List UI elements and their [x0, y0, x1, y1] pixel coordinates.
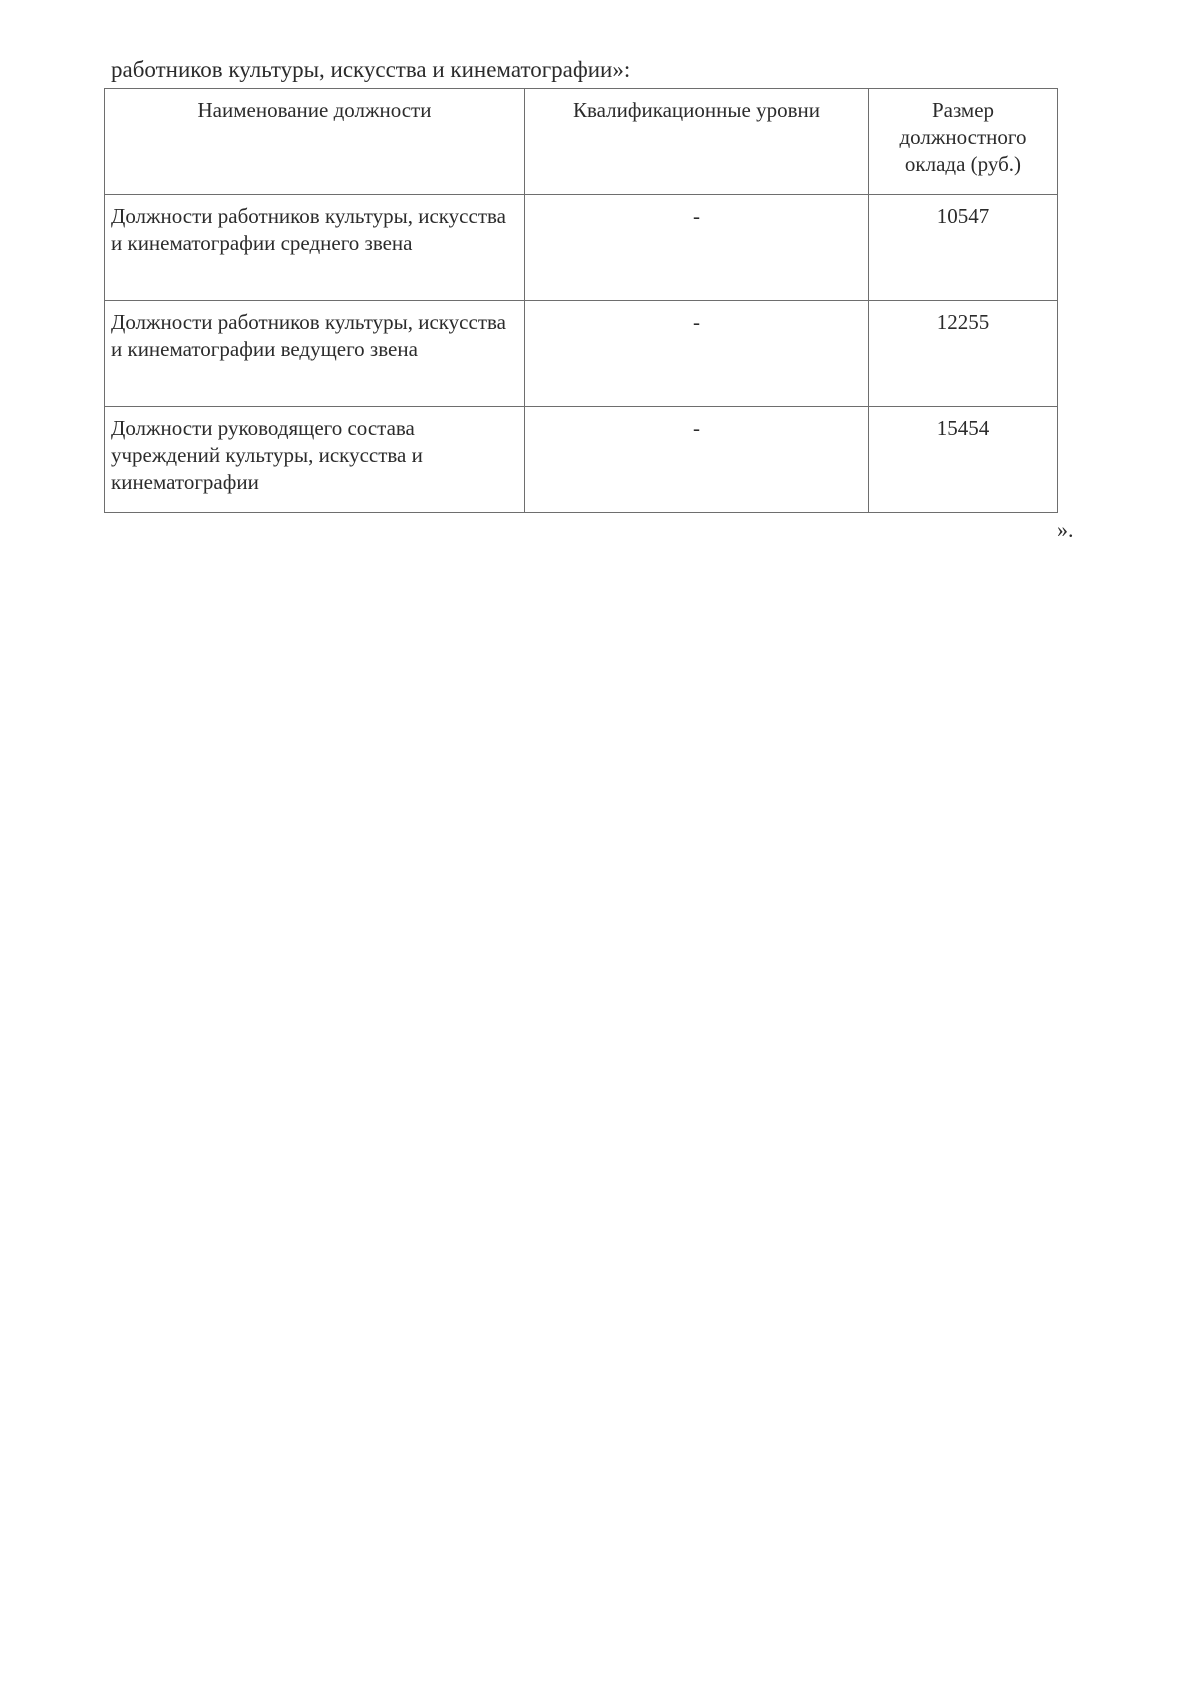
- salary-cell: 10547: [869, 195, 1058, 301]
- salary-cell: 12255: [869, 301, 1058, 407]
- position-name-cell: Должности работников культуры, искусства и кинематографии среднего звена: [105, 195, 525, 301]
- table-row: [105, 195, 1058, 301]
- intro-text: работников культуры, искусства и кинематографии»:: [111, 57, 631, 82]
- position-name-cell: Должности работников культуры, искусства и кинематографии ведущего звена: [105, 301, 525, 407]
- header-qualification-levels: Квалификационные уровни: [525, 89, 869, 195]
- salary-cell: 15454: [869, 407, 1058, 513]
- qualification-level-cell: -: [525, 195, 869, 301]
- header-salary-size: Размер должностного оклада (руб.): [869, 89, 1058, 195]
- table-header-row: [105, 89, 1058, 195]
- salary-table: [104, 88, 1058, 513]
- qualification-level-cell: -: [525, 301, 869, 407]
- qualification-level-cell: -: [525, 407, 869, 513]
- table-row: [105, 301, 1058, 407]
- closing-quote-mark: ».: [1057, 517, 1074, 542]
- position-name-cell: Должности руководящего состава учреждений культуры, искусства и кинематографии: [105, 407, 525, 513]
- table-row: [105, 407, 1058, 513]
- header-position-name: Наименование должности: [105, 89, 525, 195]
